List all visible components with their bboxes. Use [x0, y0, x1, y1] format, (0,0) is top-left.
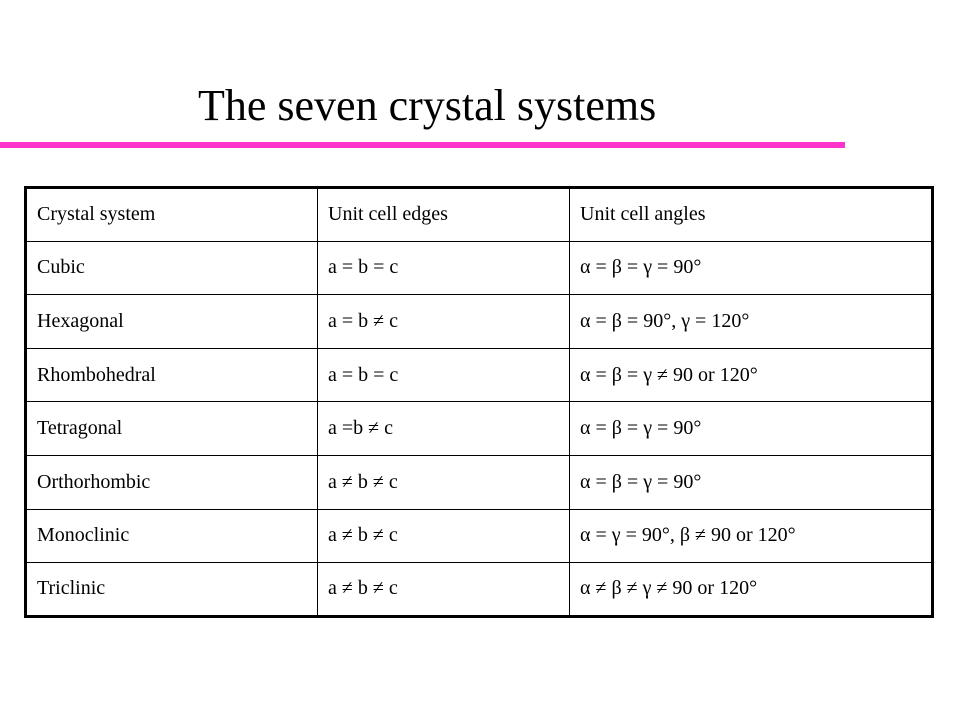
crystal-system-cell: Monoclinic — [26, 509, 318, 563]
table-row — [26, 455, 933, 509]
header-unit-cell-angles: Unit cell angles — [570, 188, 933, 242]
table-row — [26, 509, 933, 563]
unit-cell-angles-cell: α = β = γ = 90° — [570, 241, 933, 295]
header-crystal-system: Crystal system — [26, 188, 318, 242]
table-row — [26, 402, 933, 456]
unit-cell-edges-cell: a = b ≠ c — [318, 295, 570, 349]
table-row — [26, 348, 933, 402]
unit-cell-edges-cell: a = b = c — [318, 348, 570, 402]
table-header-row — [26, 188, 933, 242]
table-row — [26, 563, 933, 617]
unit-cell-edges-cell: a ≠ b ≠ c — [318, 509, 570, 563]
unit-cell-angles-cell: α = γ = 90°, β ≠ 90 or 120° — [570, 509, 933, 563]
crystal-system-cell: Hexagonal — [26, 295, 318, 349]
crystal-system-cell: Cubic — [26, 241, 318, 295]
table-row — [26, 241, 933, 295]
crystal-system-cell: Rhombohedral — [26, 348, 318, 402]
table-row — [26, 295, 933, 349]
slide-title: The seven crystal systems — [198, 81, 657, 130]
unit-cell-angles-cell: α = β = γ = 90° — [570, 455, 933, 509]
unit-cell-edges-cell: a ≠ b ≠ c — [318, 455, 570, 509]
crystal-systems-table — [24, 186, 934, 618]
crystal-system-cell: Triclinic — [26, 563, 318, 617]
unit-cell-edges-cell: a =b ≠ c — [318, 402, 570, 456]
unit-cell-angles-cell: α = β = γ = 90° — [570, 402, 933, 456]
unit-cell-edges-cell: a = b = c — [318, 241, 570, 295]
crystal-system-cell: Tetragonal — [26, 402, 318, 456]
header-unit-cell-edges: Unit cell edges — [318, 188, 570, 242]
unit-cell-angles-cell: α ≠ β ≠ γ ≠ 90 or 120° — [570, 563, 933, 617]
unit-cell-edges-cell: a ≠ b ≠ c — [318, 563, 570, 617]
unit-cell-angles-cell: α = β = 90°, γ = 120° — [570, 295, 933, 349]
title-underline — [0, 142, 845, 148]
crystal-system-cell: Orthorhombic — [26, 455, 318, 509]
unit-cell-angles-cell: α = β = γ ≠ 90 or 120° — [570, 348, 933, 402]
